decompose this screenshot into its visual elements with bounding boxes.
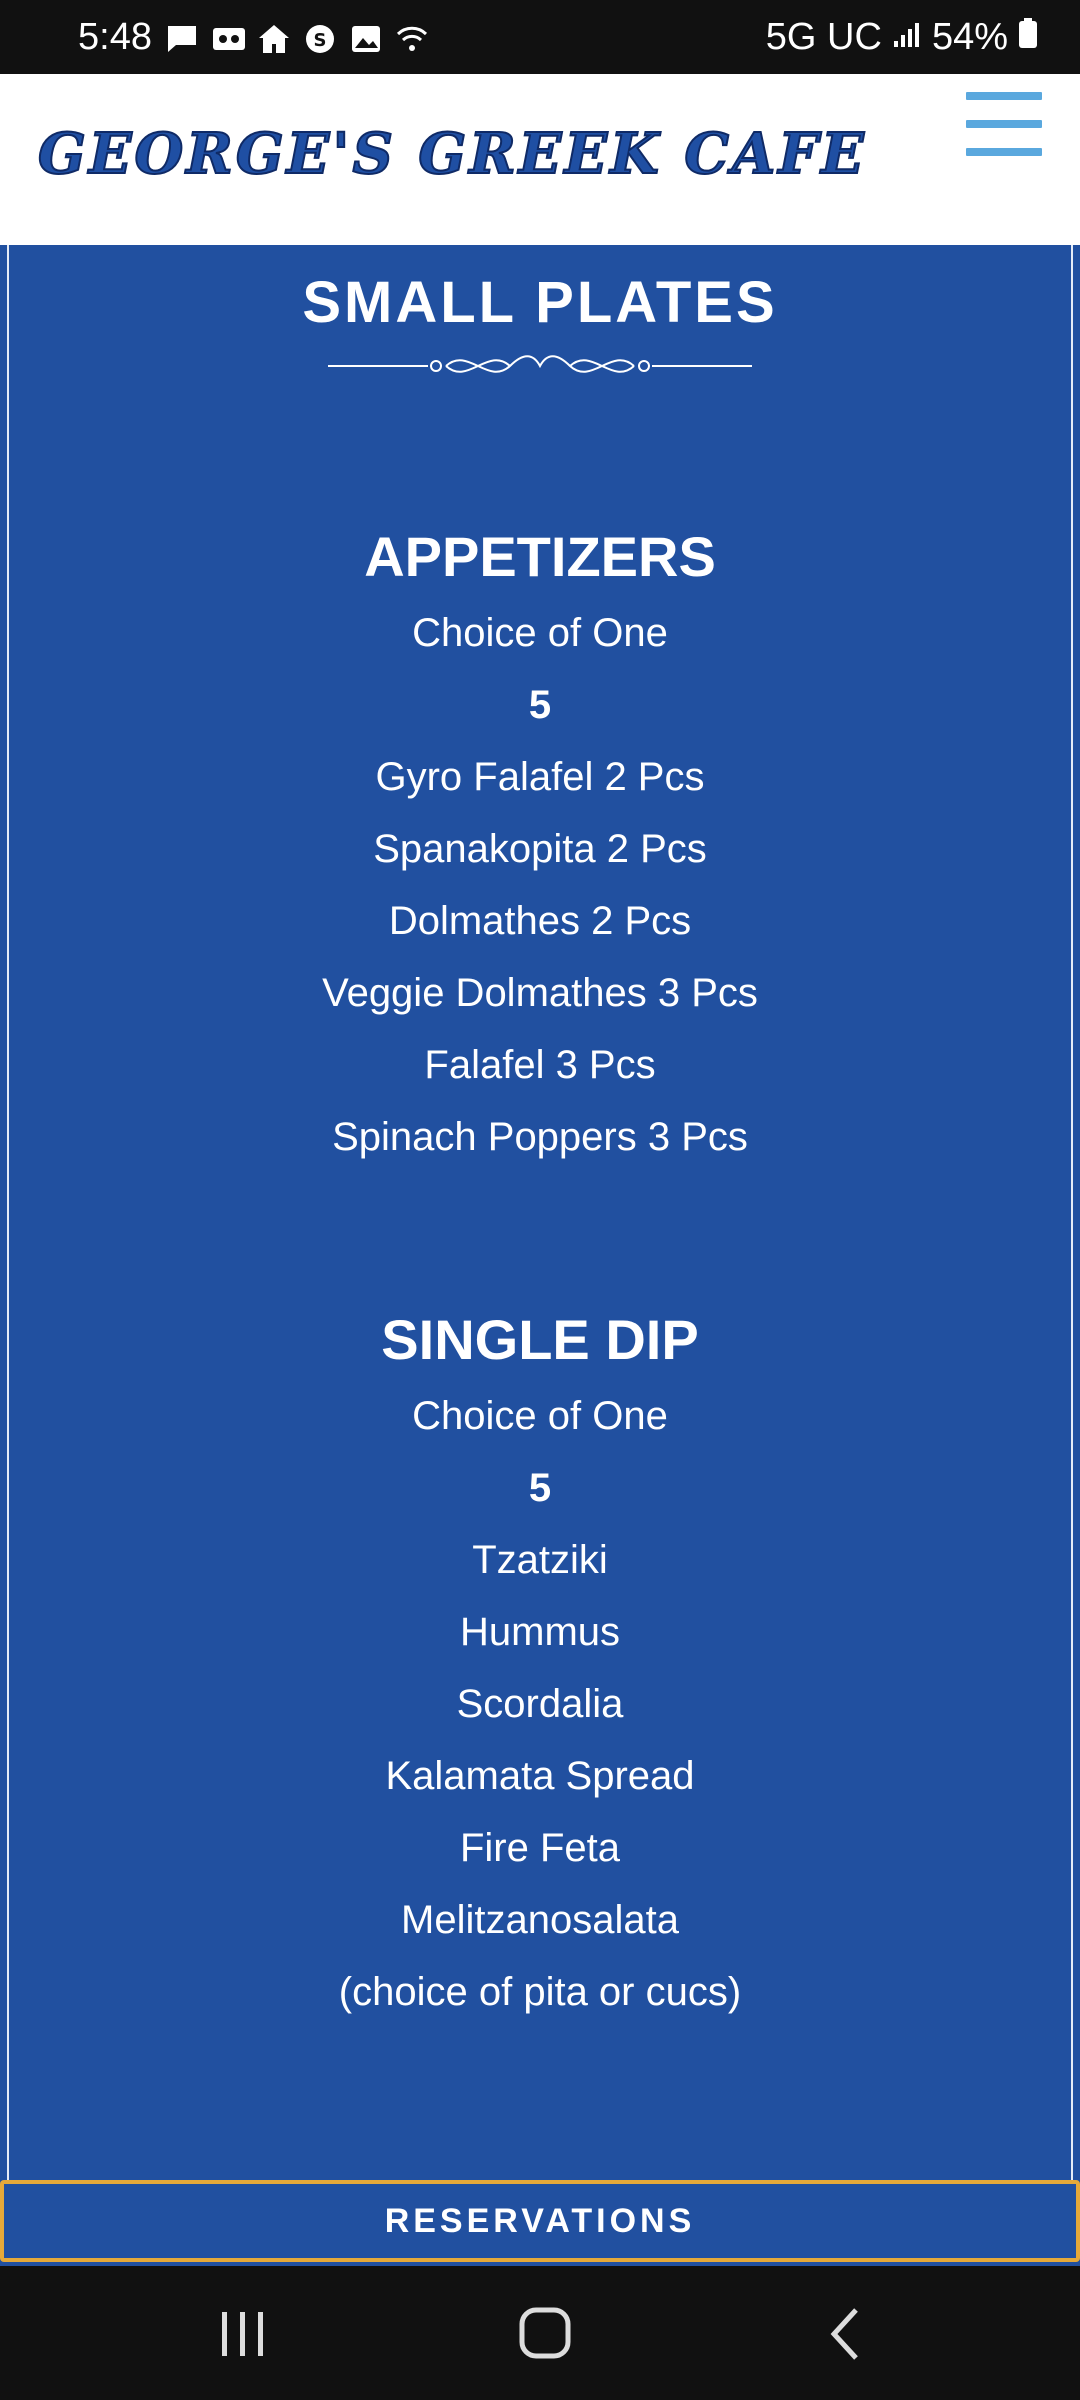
status-time: 5:48 (78, 16, 152, 58)
menu-item: (choice of pita or cucs) (338, 1970, 742, 2014)
group-title: APPETIZERS (364, 525, 716, 588)
site-header (0, 74, 1080, 245)
voicemail-icon (212, 24, 244, 54)
group-price: 5 (528, 683, 552, 727)
wifi-icon (396, 24, 428, 54)
ornament-divider-icon (328, 341, 752, 391)
group-subtitle: Choice of One (412, 1394, 668, 1438)
menu-item: Spanakopita 2 Pcs (373, 827, 707, 871)
home-button-icon[interactable] (510, 2302, 580, 2366)
image-icon (350, 24, 382, 54)
status-bar (0, 0, 1080, 74)
group-subtitle: Choice of One (412, 611, 668, 655)
menu-content (0, 245, 1080, 2180)
menu-item: Melitzanosalata (401, 1898, 679, 1942)
notification-icons (166, 24, 428, 54)
battery-label: 54% (931, 16, 1008, 58)
menu-group-appetizers (0, 517, 1080, 1173)
svg-text:S: S (313, 30, 327, 51)
menu-group-single-dip (0, 1300, 1080, 2028)
battery-icon (1018, 14, 1038, 60)
menu-item: Kalamata Spread (385, 1754, 695, 1798)
app-icon (304, 24, 336, 54)
signal-icon (892, 14, 922, 60)
menu-item: Dolmathes 2 Pcs (388, 899, 692, 943)
menu-item: Tzatziki (472, 1538, 608, 1582)
menu-item: Veggie Dolmathes 3 Pcs (322, 971, 758, 1015)
group-title: SINGLE DIP (381, 1308, 699, 1371)
site-logo[interactable]: GEORGE'S GREEK CAFE (38, 121, 867, 187)
system-nav-bar (0, 2266, 1080, 2400)
hamburger-menu-icon[interactable] (966, 92, 1042, 156)
recent-apps-icon[interactable] (208, 2302, 278, 2366)
menu-item: Hummus (459, 1610, 621, 1654)
menu-item: Spinach Poppers 3 Pcs (332, 1115, 748, 1159)
status-right (766, 14, 1038, 60)
menu-item: Scordalia (456, 1682, 624, 1726)
network-label: 5G UC (765, 16, 882, 58)
menu-line (966, 92, 1042, 100)
menu-item: Fire Feta (459, 1826, 621, 1870)
message-icon (166, 24, 198, 54)
section-title: SMALL PLATES (302, 270, 778, 335)
menu-line (966, 120, 1042, 128)
home-icon (258, 24, 290, 54)
reservations-button[interactable]: RESERVATIONS (0, 2180, 1080, 2262)
menu-item: Falafel 3 Pcs (424, 1043, 656, 1087)
group-price: 5 (528, 1466, 552, 1510)
menu-item: Gyro Falafel 2 Pcs (375, 755, 705, 799)
back-icon[interactable] (812, 2302, 882, 2366)
menu-line (966, 148, 1042, 156)
